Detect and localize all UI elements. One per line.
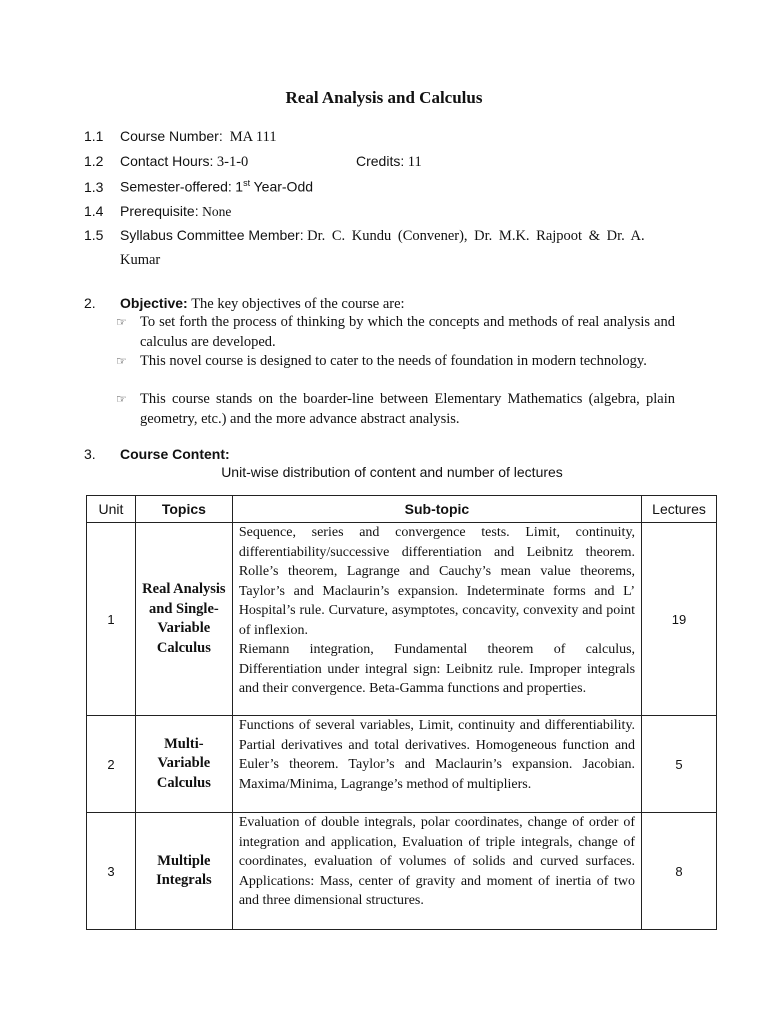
semester-value-sup: st: [243, 178, 251, 188]
subtopic-paragraph: Functions of several variables, Limit, continuity and differentiability. Partial derivatives and total derivatives. Homogeneous function and Euler’s theorem. Taylor’s and Maclaurin’s expansion. Jacobian. Maxima/Minima, Lagrange’s method of multipliers.: [238, 718, 636, 792]
committee-value-line2: Kumar: [120, 252, 161, 268]
unit-cell: 3: [87, 813, 136, 930]
bullet-text: To set forth the process of thinking by which the concepts and methods of real analysis and calculus are developed.: [140, 314, 675, 350]
header-unit: Unit: [87, 496, 136, 523]
objective-bullet-2: [116, 352, 675, 372]
item-number: 1.2: [84, 153, 104, 169]
objective-intro: The key objectives of the course are:: [191, 296, 405, 312]
contact-hours-line: [84, 153, 248, 171]
item-number: 1.4: [84, 203, 104, 219]
contact-hours-label: Contact Hours:: [120, 153, 214, 169]
pointing-hand-icon: ☞: [116, 315, 127, 329]
course-number-line: [84, 128, 277, 146]
contact-hours-value: 3-1-0: [216, 154, 249, 170]
credits-line: [356, 153, 422, 171]
credits-value: 11: [407, 154, 422, 170]
unit-cell: 2: [87, 716, 136, 813]
objective-bullet-1: [116, 313, 675, 352]
header-lectures: Lectures: [642, 496, 717, 523]
objective-bullet-3: [116, 390, 675, 429]
document-title: Real Analysis and Calculus: [285, 88, 483, 107]
subtopic-paragraph: Evaluation of double integrals, polar coordinates, change of order of integration and application, Evaluation of triple integrals, change of coordinates, evaluation of volumes of solids and curved surfaces. Applications: Mass, center of gravity and moment of inertia of two and three dimensional structures.: [238, 815, 636, 908]
subtopic-cell: [232, 523, 641, 716]
committee-label: Syllabus Committee Member:: [120, 227, 304, 243]
lectures-cell: 8: [642, 813, 717, 930]
topic-cell: Multi-Variable Calculus: [135, 716, 232, 813]
section-number: 3.: [84, 446, 96, 462]
content-subtitle: Unit-wise distribution of content and number of lectures: [221, 464, 563, 480]
bullet-text: This course stands on the boarder-line between Elementary Mathematics (algebra, plain geometry, etc.) and the more advance abstract analysis.: [140, 391, 675, 427]
course-content-line: [84, 446, 230, 464]
semester-label: Semester-offered:: [120, 178, 232, 195]
semester-line: [84, 178, 313, 197]
bullet-text: This novel course is designed to cater to the needs of foundation in modern technology.: [140, 353, 647, 369]
header-subtopic: Sub-topic: [232, 496, 641, 523]
course-number-label: Course Number:: [120, 128, 223, 144]
table-row: [87, 523, 717, 716]
prerequisite-line: [84, 203, 231, 221]
objective-line: [84, 295, 405, 313]
prerequisite-value: None: [202, 204, 232, 219]
subtopic-cell: [232, 813, 641, 930]
table-header-row: [87, 496, 717, 523]
header-topics: Topics: [135, 496, 232, 523]
committee-value-line1: Dr. C. Kundu (Convener), Dr. M.K. Rajpoot & Dr. A.: [307, 228, 645, 244]
topic-cell: Real Analysis and Single-Variable Calculus: [135, 523, 232, 716]
item-number: 1.5: [84, 227, 104, 243]
committee-line-2: [120, 252, 160, 269]
table-row: [87, 716, 717, 813]
committee-line: [84, 227, 645, 245]
lectures-cell: 5: [642, 716, 717, 813]
semester-value-post: Year-Odd: [253, 178, 314, 195]
table-row: [87, 813, 717, 930]
subtopic-cell: [232, 716, 641, 813]
section-number: 2.: [84, 295, 96, 311]
course-content-label: Course Content:: [120, 446, 230, 462]
course-content-table: [86, 495, 717, 930]
subtopic-paragraph: Riemann integration, Fundamental theorem of calculus, Differentiation under integral sign: Leibnitz rule. Improper integrals and their convergence. Beta-Gamma functions and properties.: [238, 642, 636, 696]
unit-cell: 1: [87, 523, 136, 716]
semester-value-pre: 1: [235, 178, 244, 195]
item-number: 1.1: [84, 128, 104, 144]
lectures-cell: 19: [642, 523, 717, 716]
item-number: 1.3: [84, 178, 104, 195]
topic-cell: Multiple Integrals: [135, 813, 232, 930]
objective-label: Objective:: [120, 295, 188, 311]
pointing-hand-icon: ☞: [116, 354, 127, 368]
pointing-hand-icon: ☞: [116, 392, 127, 406]
credits-label: Credits:: [356, 153, 405, 169]
subtopic-paragraph: Sequence, series and convergence tests. Limit, continuity, differentiability/successive differentiation and Leibnitz theorem. Rolle’s theorem, Lagrange and Cauchy’s mean value theorems, Taylor’s and Maclaurin’s expansion. Indeterminate forms and L’ Hospital’s rule. Curvature, asymptotes, concavity, convexity and point of inflexion.: [238, 525, 636, 638]
prerequisite-label: Prerequisite:: [120, 203, 199, 219]
course-number-value: MA 111: [229, 129, 277, 145]
